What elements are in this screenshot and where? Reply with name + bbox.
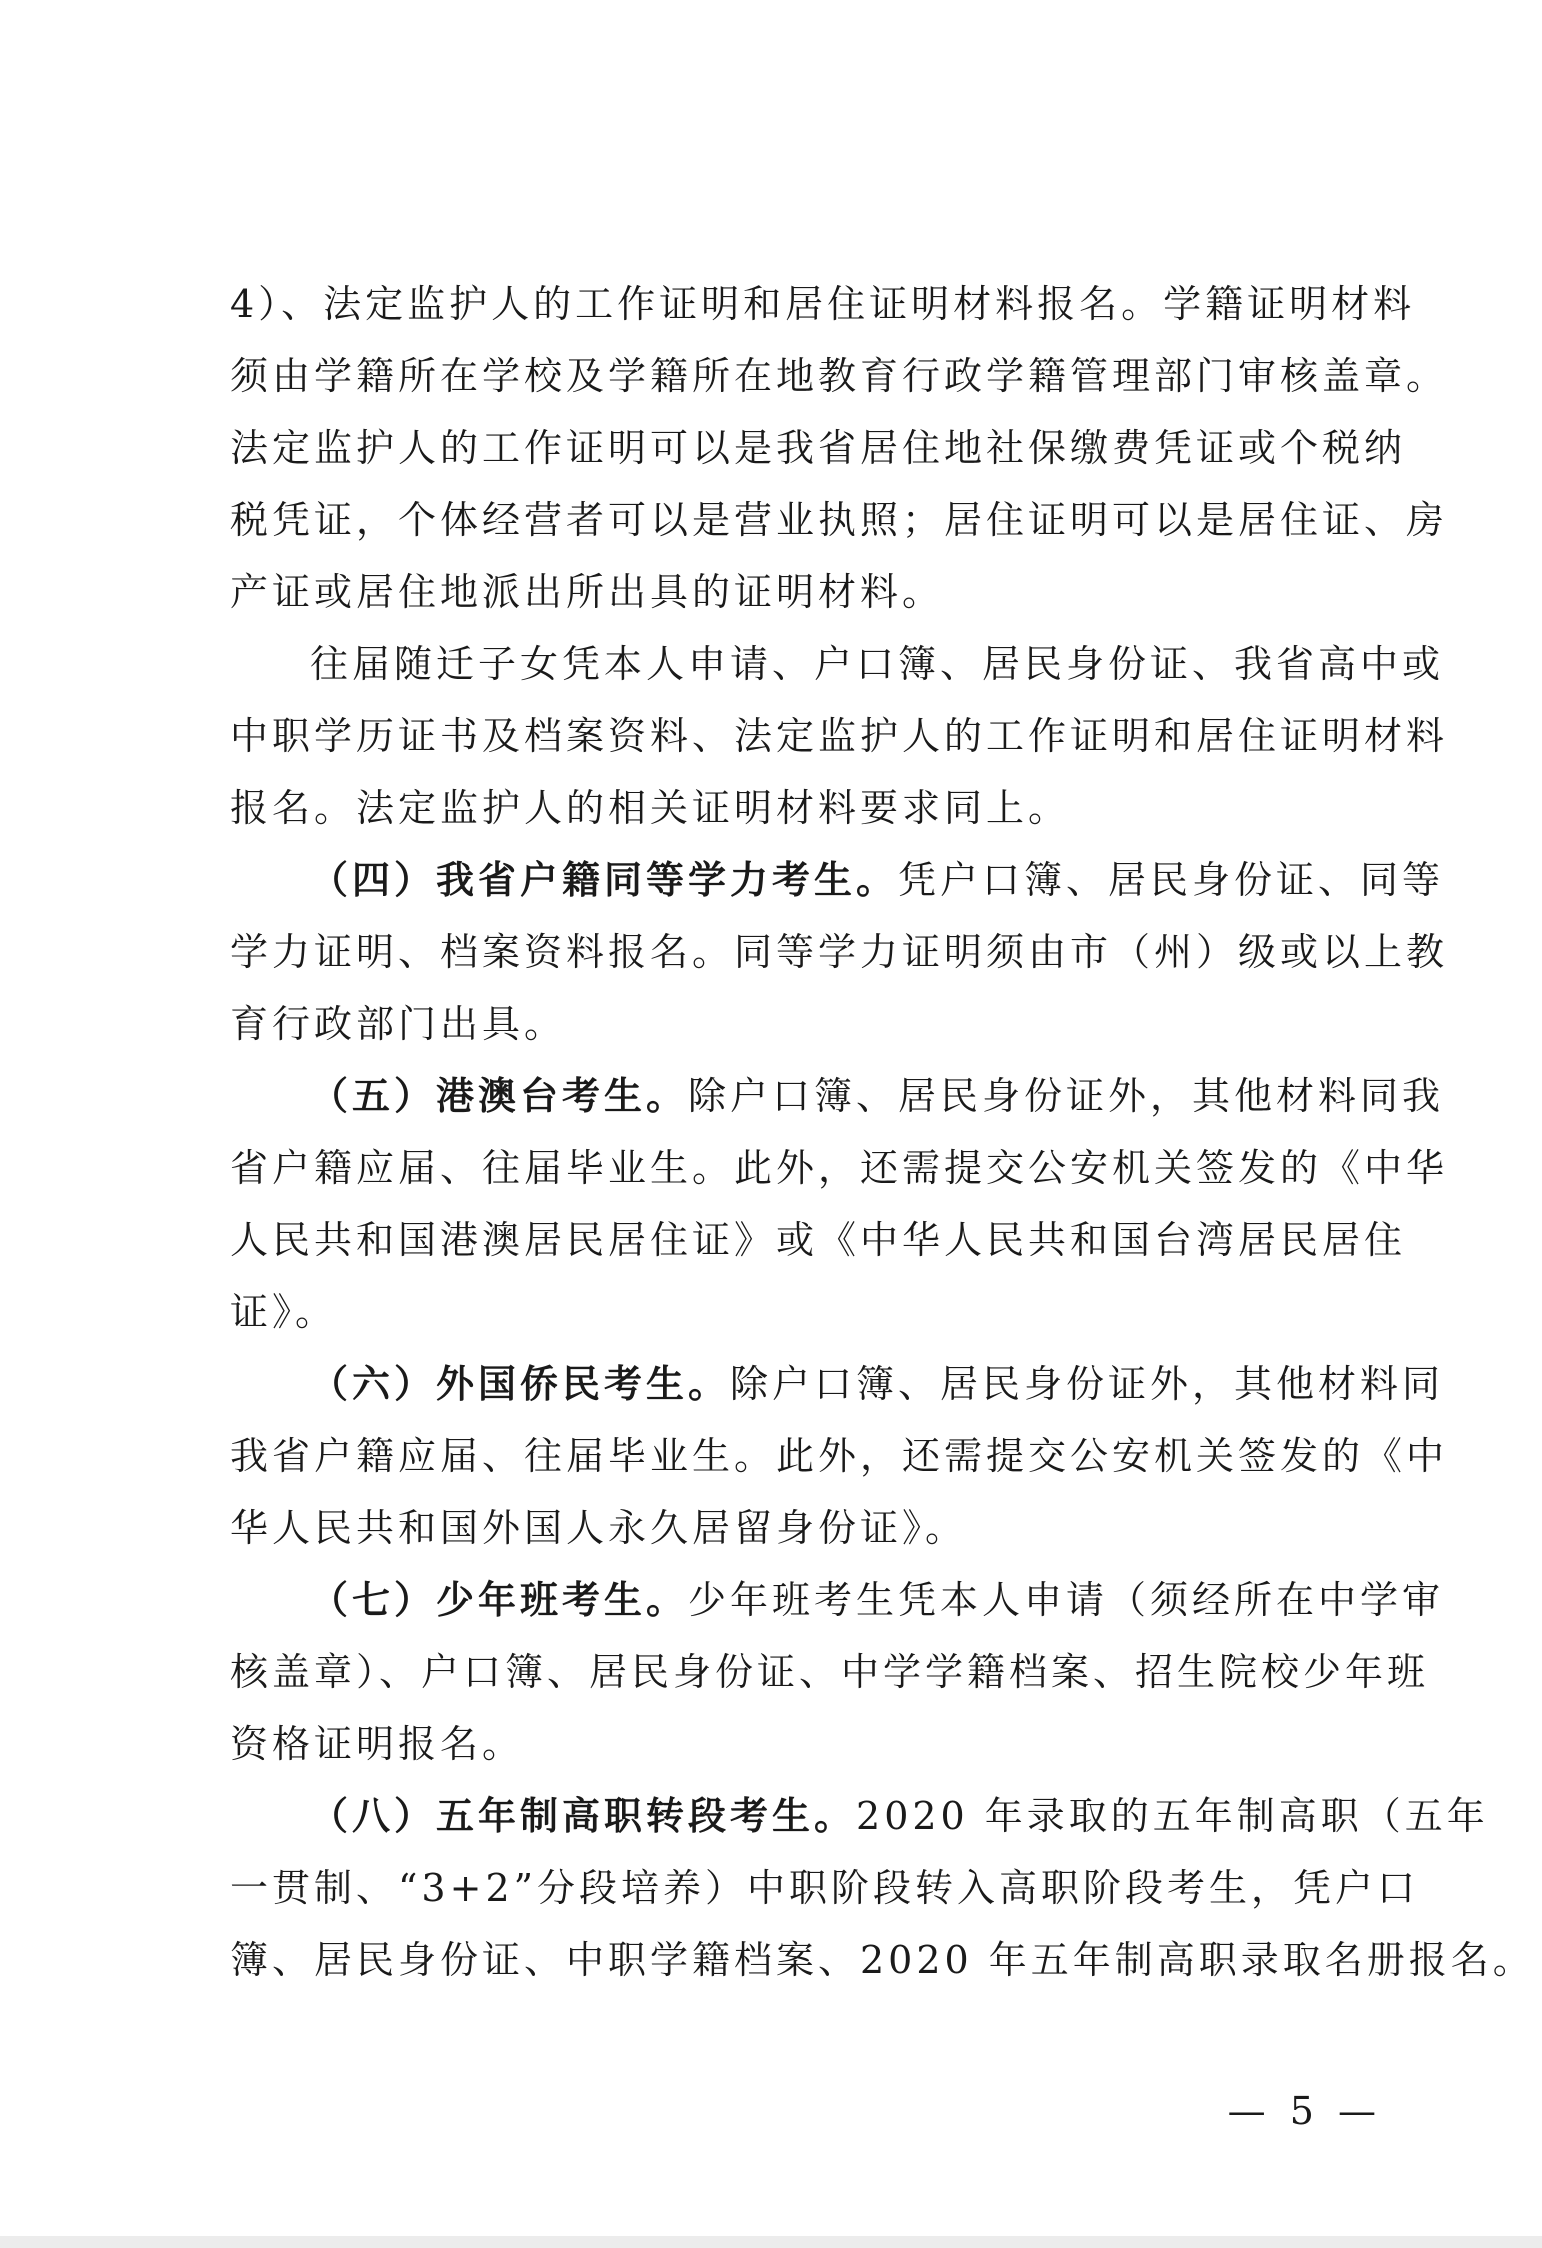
section-text: 2020 年录取的五年制高职（五年 — [856, 1794, 1489, 1838]
document-body — [230, 268, 1535, 1996]
text-line: 省户籍应届、往届毕业生。此外，还需提交公安机关签发的《中华 — [230, 1146, 1449, 1190]
section-heading: （七）少年班考生。 — [310, 1577, 689, 1622]
text-line — [230, 1348, 1445, 1420]
section-heading: （八）五年制高职转段考生。 — [310, 1793, 857, 1838]
text-line: 我省户籍应届、往届毕业生。此外，还需提交公安机关签发的《中 — [230, 1434, 1449, 1478]
text-line: 4）、法定监护人的工作证明和居住证明材料报名。学籍证明材料 — [230, 282, 1416, 326]
section-8 — [230, 1780, 1535, 1996]
section-text: 少年班考生凭本人申请（须经所在中学审 — [688, 1578, 1445, 1622]
text-line — [230, 1564, 1445, 1636]
text-line: 报名。法定监护人的相关证明材料要求同上。 — [230, 786, 1071, 830]
text-line: 核盖章）、户口簿、居民身份证、中学学籍档案、招生院校少年班 — [230, 1650, 1430, 1694]
section-7 — [230, 1564, 1445, 1780]
text-line: 须由学籍所在学校及学籍所在地教育行政学籍管理部门审核盖章。 — [230, 354, 1449, 398]
text-line: 育行政部门出具。 — [230, 1002, 567, 1046]
page-number: — 5 — — [1227, 2089, 1382, 2133]
page-bottom-edge — [0, 2236, 1542, 2248]
text-line: 法定监护人的工作证明可以是我省居住地社保缴费凭证或个税纳 — [230, 426, 1407, 470]
text-line: 往届随迁子女凭本人申请、户口簿、居民身份证、我省高中或 — [310, 642, 1445, 686]
text-line: 证》。 — [230, 1290, 338, 1334]
text-line: 学力证明、档案资料报名。同等学力证明须由市（州）级或以上教 — [230, 930, 1449, 974]
section-heading: （六）外国侨民考生。 — [310, 1361, 731, 1406]
section-text: 除户口簿、居民身份证外，其他材料同 — [730, 1362, 1445, 1406]
section-text: 除户口簿、居民身份证外，其他材料同我 — [688, 1074, 1445, 1118]
section-heading: （五）港澳台考生。 — [310, 1073, 689, 1118]
text-line: 资格证明报名。 — [230, 1722, 525, 1766]
paragraph-previous-graduates — [230, 628, 1449, 844]
text-line — [230, 1780, 1489, 1852]
section-heading: （四）我省户籍同等学力考生。 — [310, 857, 899, 902]
text-line: 簿、居民身份证、中职学籍档案、2020 年五年制高职录取名册报名。 — [230, 1938, 1535, 1982]
text-line: 产证或居住地派出所出具的证明材料。 — [230, 570, 945, 614]
text-line — [230, 844, 1445, 916]
paragraph-continuation — [230, 268, 1449, 628]
text-line — [230, 1060, 1445, 1132]
text-line: 人民共和国港澳居民居住证》或《中华人民共和国台湾居民居住 — [230, 1218, 1407, 1262]
section-text: 凭户口簿、居民身份证、同等 — [898, 858, 1445, 902]
text-line: 中职学历证书及档案资料、法定监护人的工作证明和居住证明材料 — [230, 714, 1449, 758]
text-line: 华人民共和国外国人永久居留身份证》。 — [230, 1506, 968, 1550]
section-6 — [230, 1348, 1449, 1564]
text-line: 一贯制、“3+2”分段培养）中职阶段转入高职阶段考生，凭户口 — [230, 1866, 1420, 1910]
text-line: 税凭证，个体经营者可以是营业执照；居住证明可以是居住证、房 — [230, 498, 1449, 542]
section-5 — [230, 1060, 1449, 1348]
section-4 — [230, 844, 1449, 1060]
